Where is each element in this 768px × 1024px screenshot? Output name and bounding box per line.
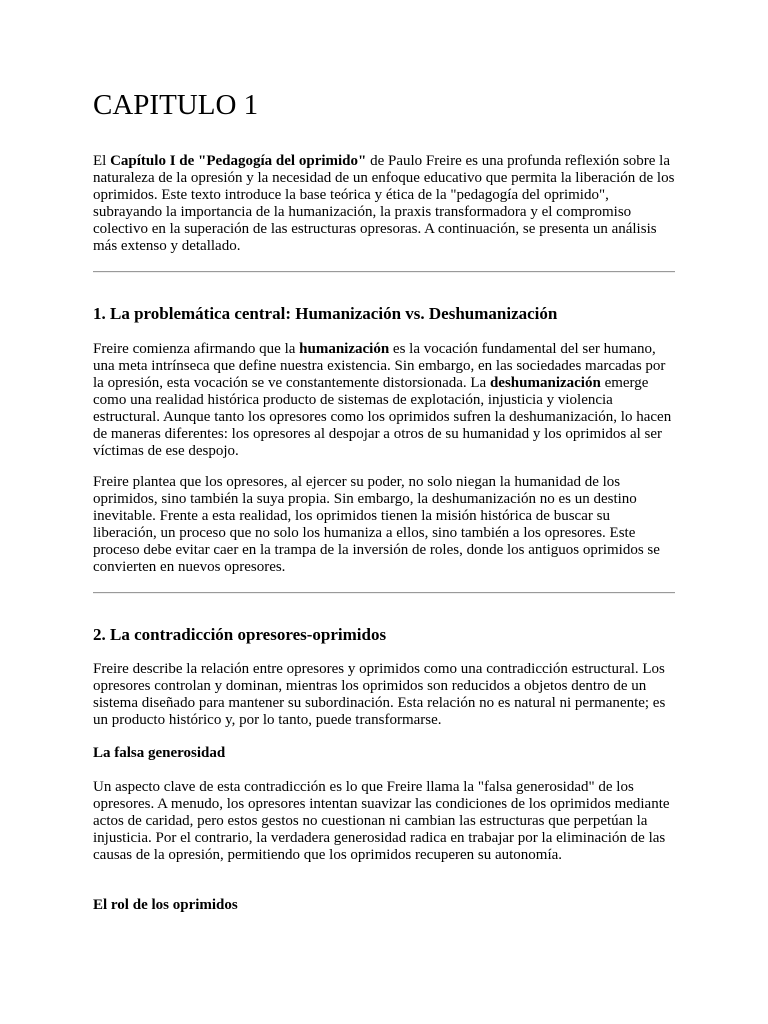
section-1-heading: 1. La problemática central: Humanización vs. Deshumanización	[93, 304, 558, 323]
section-2-paragraph-1: Freire describe la relación entre opresores y oprimidos como una contradicción estructural. Los opresores controlan y dominan, mientras los oprimidos son reducidos a objetos dentro de un sistema diseñado para mantener su subordinación. Esta relación no es natural ni permanente; es un producto histórico y, por lo tanto, puede transformarse.	[93, 661, 666, 728]
horizontal-divider	[93, 271, 675, 273]
intro-bold-title: Capítulo I de "Pedagogía del oprimido"	[110, 153, 367, 169]
intro-body: de Paulo Freire es una profunda reflexión sobre la naturaleza de la opresión y la necesidad de un enfoque educativo que permita la liberación de los oprimidos. Este texto introduce la base teórica y ética de la "pedagogía del oprimido", subrayando la importancia de la humanización, la praxis transformadora y el compromiso colectivo en la superación de las estructuras opresoras. A continuación, se presenta un análisis más extenso y detallado.	[93, 153, 675, 254]
s1p1-part-a: Freire comienza afirmando que la	[93, 341, 300, 357]
subheading-falsa-generosidad: La falsa generosidad	[93, 745, 226, 761]
term-deshumanizacion: deshumanización	[489, 375, 601, 391]
term-humanizacion: humanización	[299, 341, 390, 357]
s1p1-part-d: emerge como una realidad histórica producto de sistemas de explotación, injusticia y violencia estructural. Aunque tanto los opresores como los oprimidos sufren la deshumanización, lo hacen de maneras diferentes: los opresores al despojar a otros de su humanidad y los oprimidos al ser víctimas de ese despojo.	[93, 375, 672, 459]
intro-paragraph	[93, 153, 677, 255]
intro-prefix: El	[93, 153, 111, 169]
subheading-rol-oprimidos: El rol de los oprimidos	[93, 897, 238, 913]
section-1-paragraph-2: Freire plantea que los opresores, al ejercer su poder, no solo niegan la humanidad de los oprimidos, sino también la suya propia. Sin embargo, la deshumanización no es un destino inevitable. Frente a esta realidad, los oprimidos tienen la misión histórica de buscar su liberación, un proceso que no solo los humaniza a ellos, sino también a los opresores. Este proceso debe evitar caer en la trampa de la inversión de roles, donde los antiguos oprimidos se convierten en nuevos opresores.	[93, 474, 660, 575]
chapter-title: CAPITULO 1	[93, 89, 259, 121]
horizontal-divider	[93, 592, 675, 594]
falsa-generosidad-paragraph: Un aspecto clave de esta contradicción es lo que Freire llama la "falsa generosidad" de los opresores. A menudo, los opresores intentan suavizar las condiciones de los oprimidos mediante actos de caridad, pero estos gestos no cuestionan ni cambian las estructuras que perpetúan la injusticia. Por el contrario, la verdadera generosidad radica en trabajar por la eliminación de las causas de la opresión, permitiendo que los oprimidos recuperen su autonomía.	[93, 779, 670, 863]
section-2-heading: 2. La contradicción opresores-oprimidos	[93, 625, 387, 644]
s1p1-part-c: es la vocación fundamental del ser humano, una meta intrínseca que define nuestra existencia. Sin embargo, en las sociedades marcadas por la opresión, esta vocación se ve constantemente distorsionada. La	[93, 341, 666, 391]
section-1-paragraph-1	[93, 341, 677, 460]
